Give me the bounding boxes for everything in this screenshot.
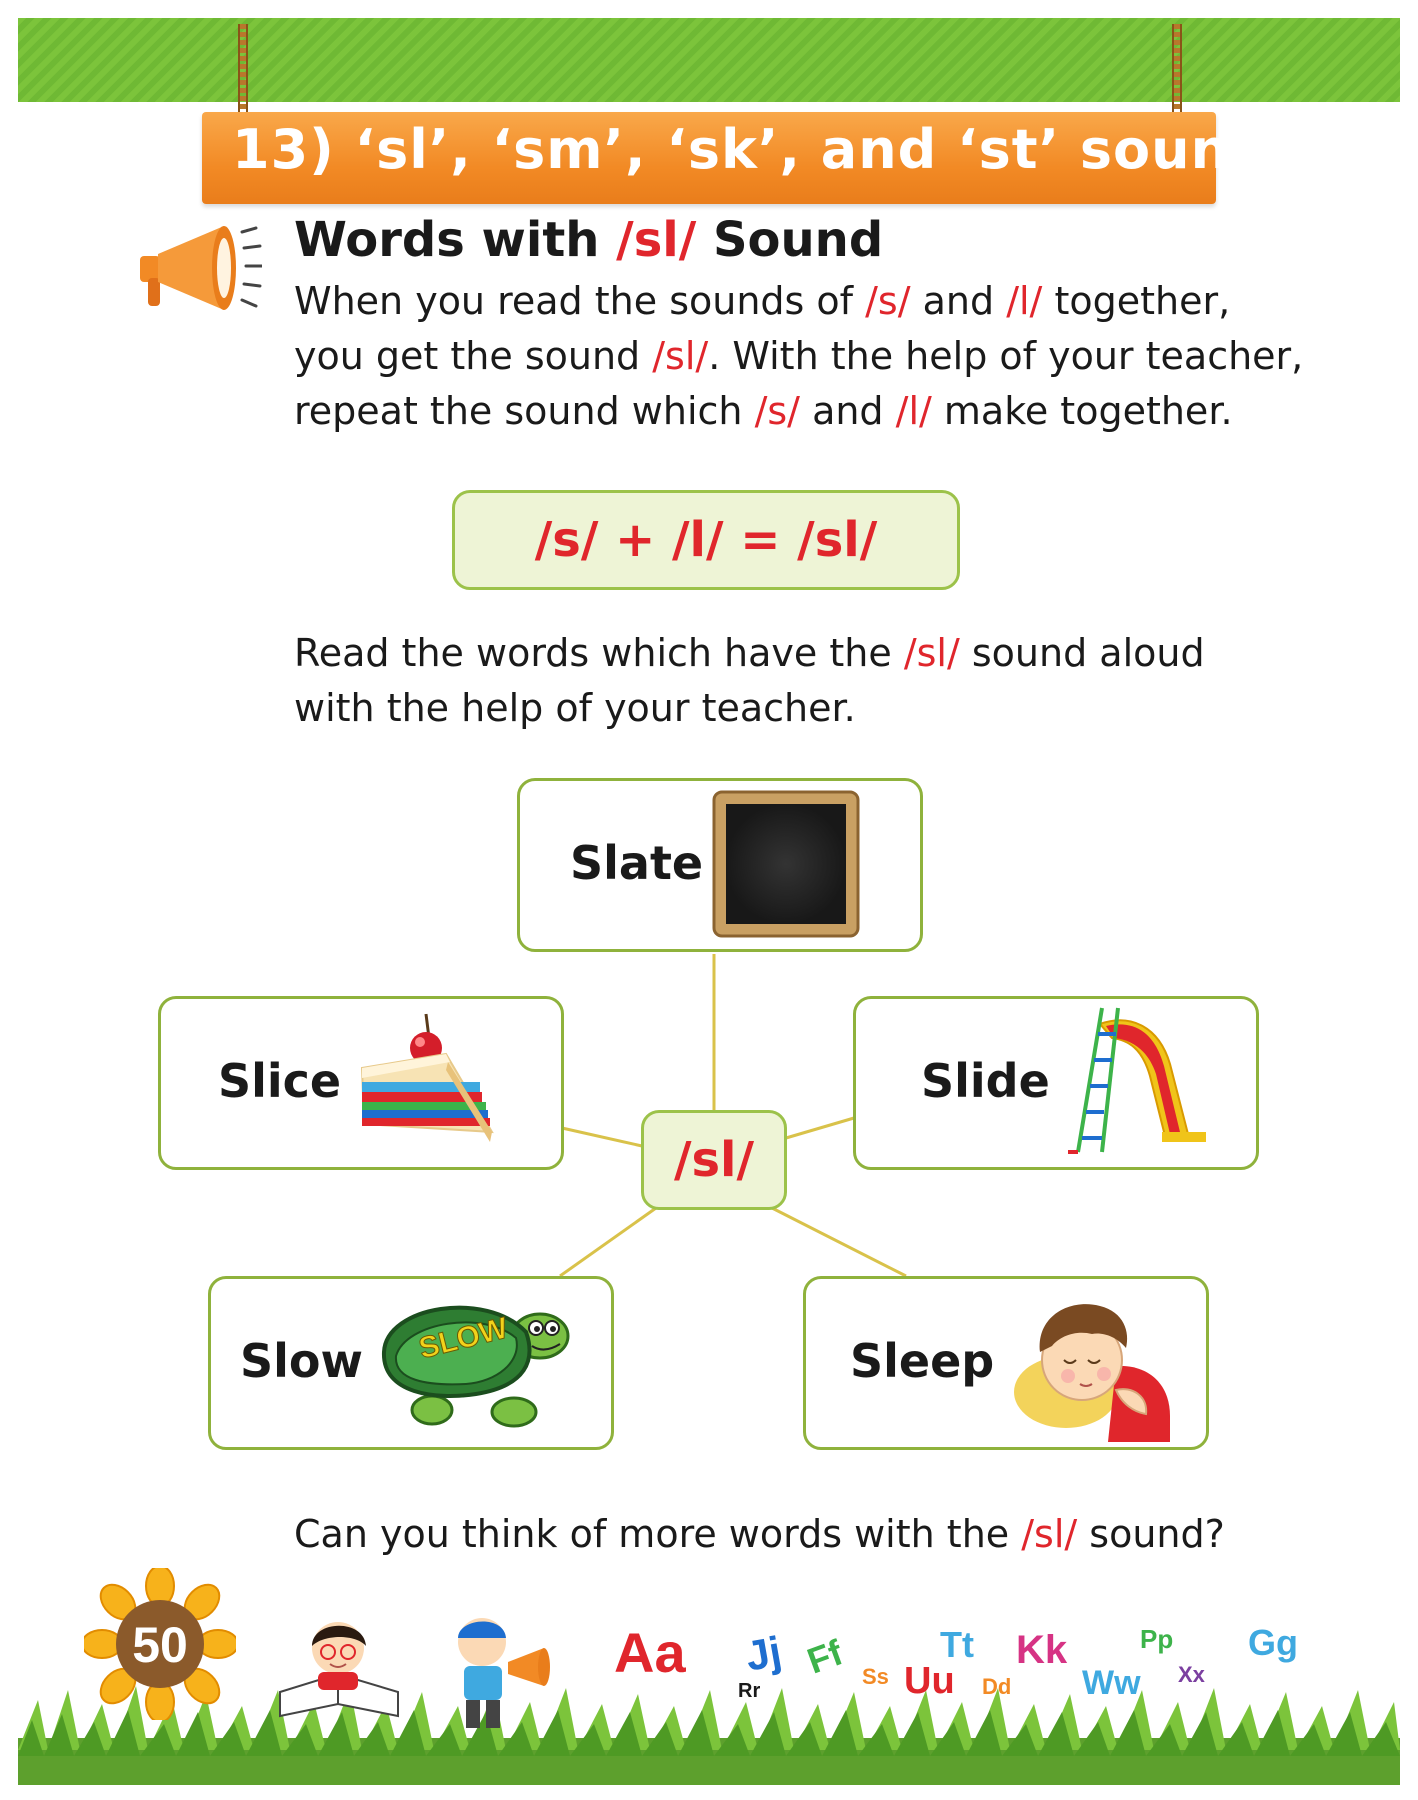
alphabet-letter: Kk: [1016, 1628, 1068, 1672]
boy-megaphone-icon: [448, 1612, 560, 1736]
sound-l: /l/: [895, 389, 932, 433]
sound-l: /l/: [1006, 279, 1043, 323]
text-span: make together.: [931, 389, 1233, 433]
page-title: 13) ‘sl’, ‘sm’, ‘sk’, and ‘st’ sounds: [232, 118, 1303, 181]
word-slow: Slow: [240, 1334, 363, 1388]
playground-slide-icon: [1058, 1004, 1218, 1156]
sound-sl: /sl/: [903, 631, 960, 675]
sound-sl: /sl/: [652, 334, 709, 378]
word-slice: Slice: [218, 1054, 342, 1108]
alphabet-letter: Gg: [1248, 1622, 1298, 1663]
alphabet-letter: Ww: [1082, 1664, 1141, 1702]
sound-s: /s/: [865, 279, 911, 323]
heading-suffix: Sound: [696, 212, 884, 268]
alphabet-letter: Ss: [862, 1664, 889, 1689]
text-span: sound aloud: [959, 631, 1205, 675]
heading-prefix: Words with: [294, 212, 617, 268]
sound-formula-box: /s/ + /l/ = /sl/: [452, 490, 960, 590]
text-span: When you read the sounds of: [294, 279, 866, 323]
sound-s: /s/: [754, 389, 800, 433]
text-span: and: [799, 389, 896, 433]
text-span: repeat the sound which: [294, 389, 755, 433]
word-sleep: Sleep: [850, 1334, 995, 1388]
alphabet-letter: Pp: [1140, 1624, 1174, 1654]
word-slate: Slate: [570, 836, 704, 890]
text-span: you get the sound: [294, 334, 653, 378]
alphabet-letter: Ff: [801, 1631, 848, 1682]
alphabet-letter: Dd: [982, 1674, 1012, 1699]
cake-slice-icon: [356, 1006, 496, 1164]
text-span: Can you think of more words with the: [294, 1512, 1022, 1556]
sound-sl: /sl/: [1021, 1512, 1078, 1556]
alphabet-letter: Rr: [738, 1680, 761, 1702]
text-span: Read the words which have the: [294, 631, 904, 675]
alphabet-letter: Aa: [614, 1621, 686, 1684]
alphabet-letter: Xx: [1178, 1662, 1205, 1687]
text-span: sound?: [1077, 1512, 1225, 1556]
turtle-shell-text: SLOW: [415, 1311, 512, 1366]
slate-icon: [712, 790, 860, 938]
center-sound-hub: /sl/: [641, 1110, 787, 1210]
page-number: 50: [132, 1617, 188, 1673]
reading-girl-icon: [272, 1612, 406, 1722]
alphabet-letter: Tt: [940, 1624, 974, 1665]
closing-question: [294, 1512, 1225, 1556]
alphabet-letter: Jj: [742, 1627, 785, 1680]
heading-sound: /sl/: [616, 212, 697, 268]
text-span: . With the help of your teacher,: [708, 334, 1304, 378]
text-span: and: [910, 279, 1007, 323]
text-span: together,: [1042, 279, 1231, 323]
turtle-icon: [376, 1286, 582, 1438]
sleeping-boy-icon: [1006, 1286, 1172, 1446]
instruction-line-2: with the help of your teacher.: [294, 686, 856, 730]
word-slide: Slide: [921, 1054, 1050, 1108]
alphabet-letter: Uu: [904, 1660, 955, 1702]
